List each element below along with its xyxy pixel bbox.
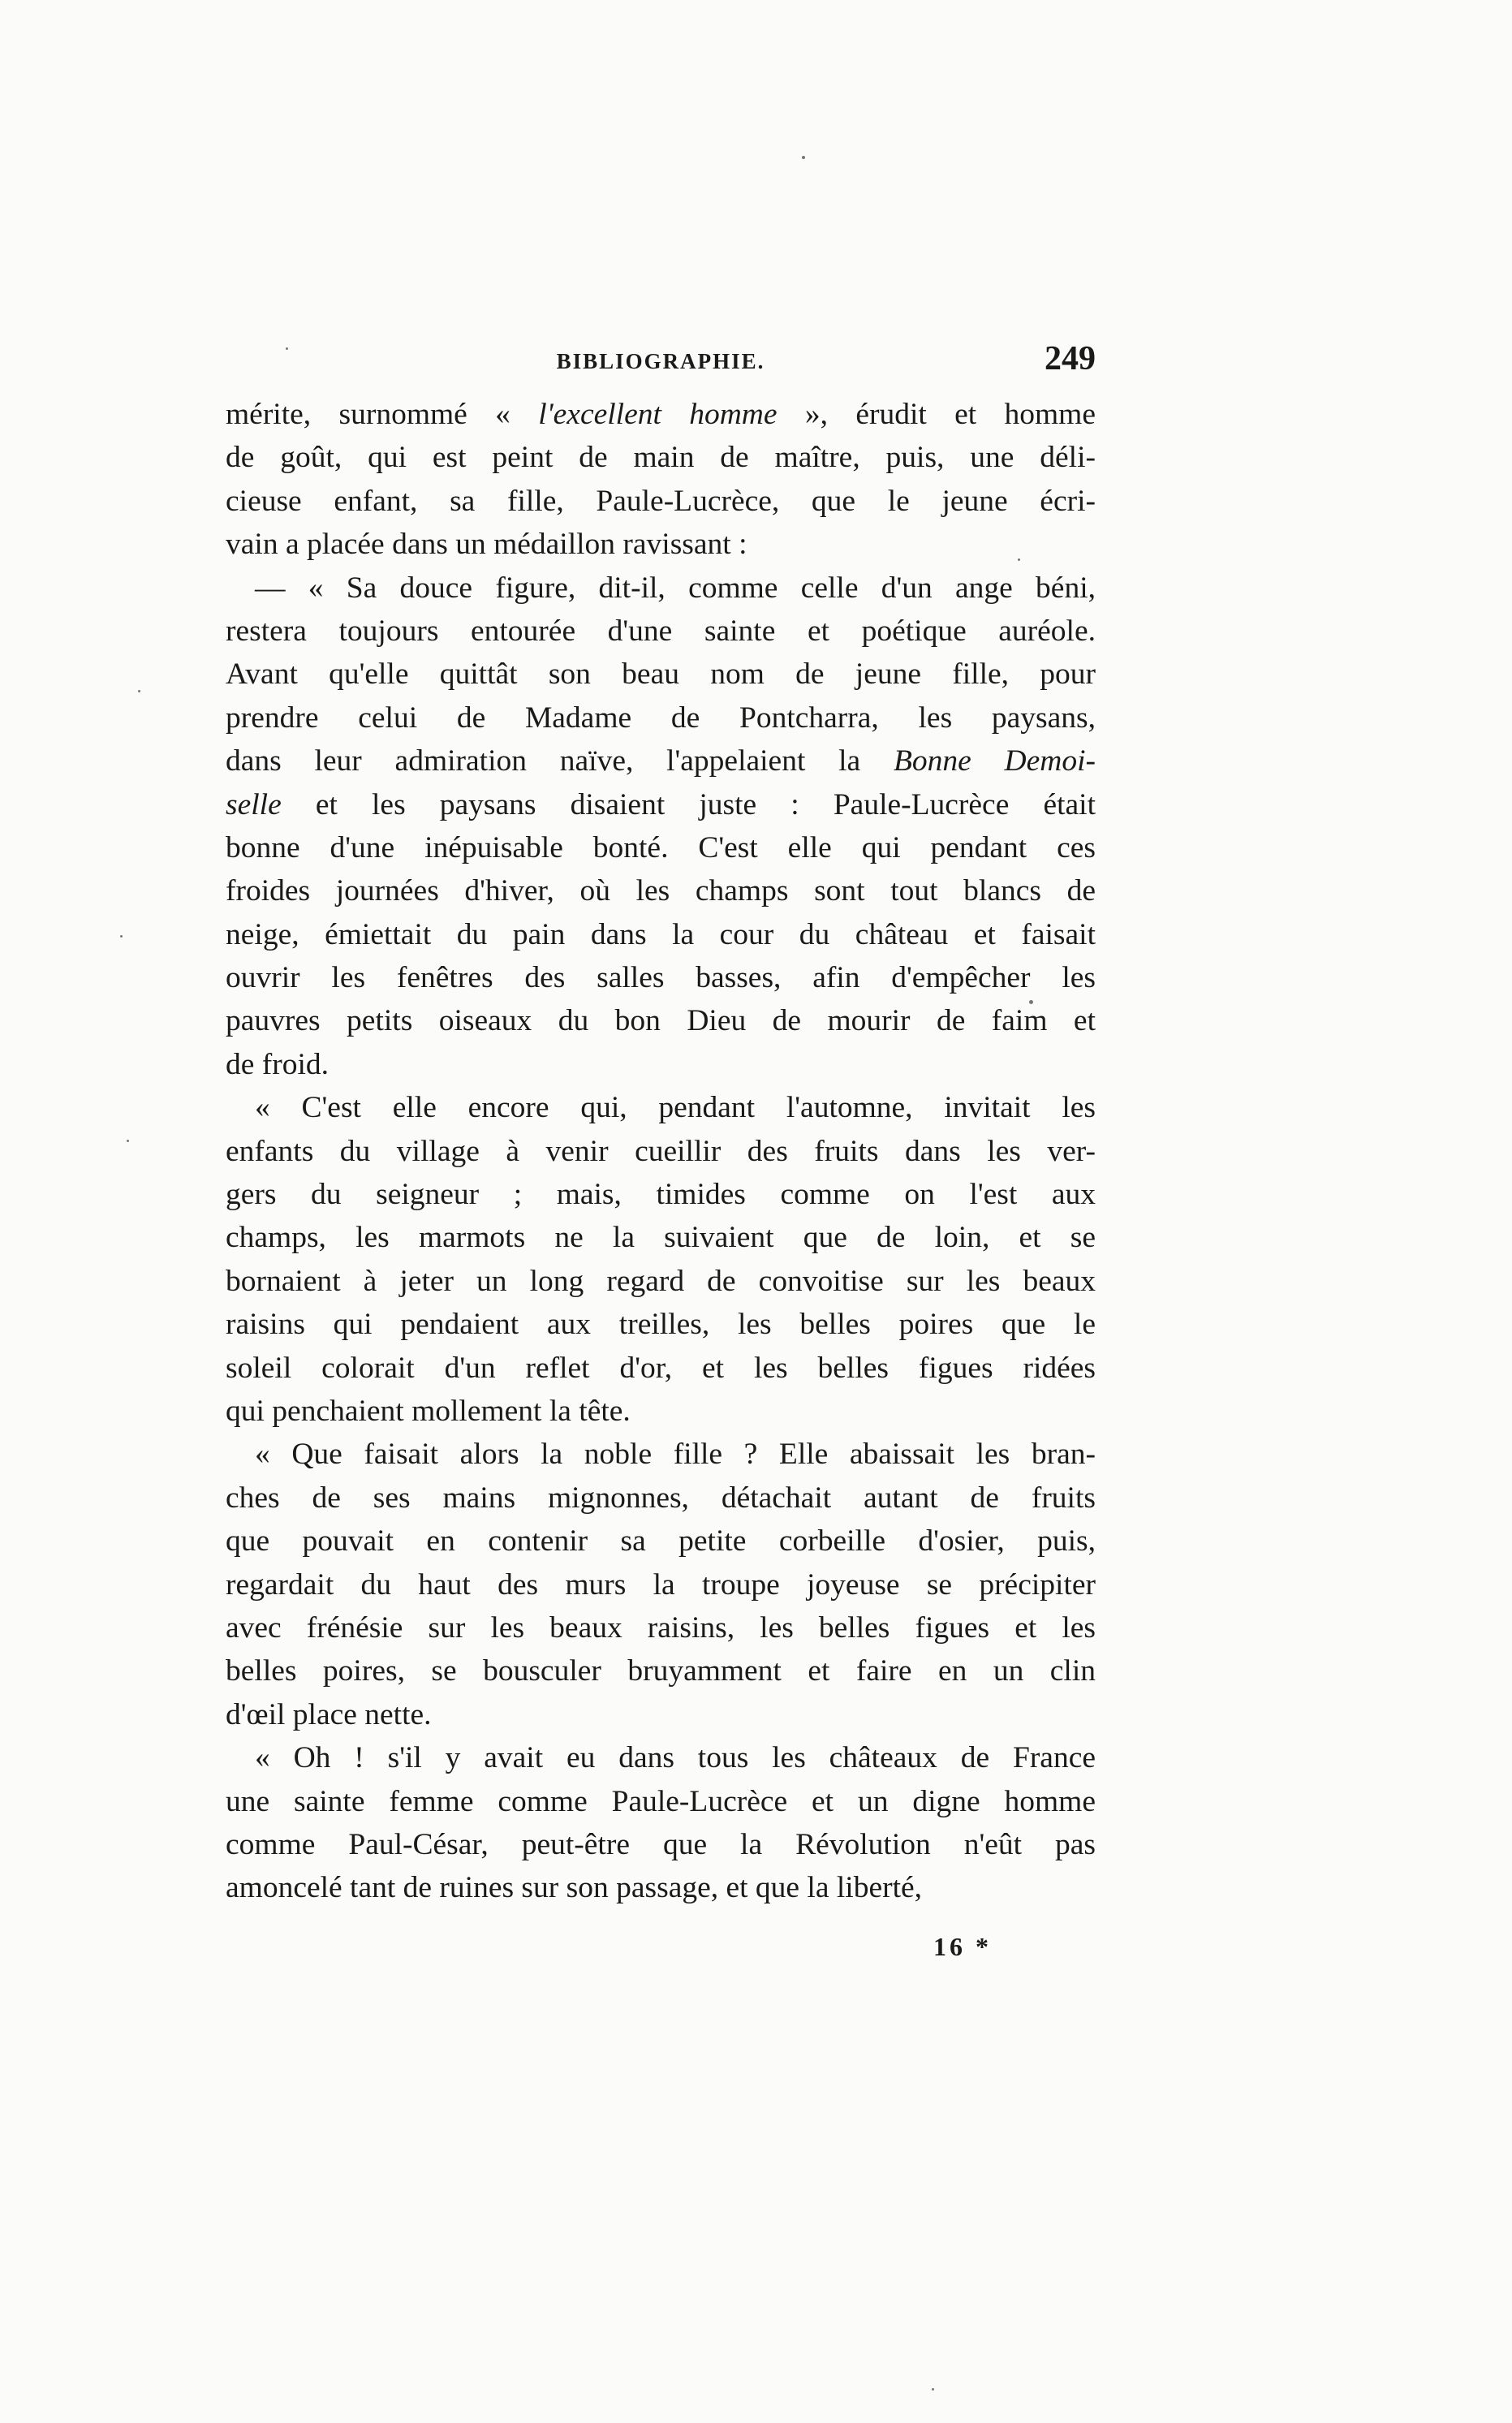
text-segment: bornaient à jeter un long regard de convoitise sur les beaux [226,1264,1096,1298]
paragraph [226,1736,1096,1910]
text-line [226,1390,1096,1433]
text-segment: cieuse enfant, sa fille, Paule-Lucrèce, que le jeune écri- [226,484,1096,518]
text-segment: dans leur admiration naïve, l'appelaient la [226,744,894,778]
text-line [226,1477,1096,1520]
page-header [226,339,1096,388]
text-line [226,480,1096,523]
text-segment: Avant qu'elle quittât son beau nom de jeune fille, pour [226,657,1096,692]
text-line [226,436,1096,479]
text-segment: d'œil place nette. [226,1697,432,1731]
text-segment: vain a placée dans un médaillon ravissant : [226,528,747,562]
italic-text: Bonne Demoi- [893,744,1096,778]
text-line [226,999,1096,1042]
text-line [226,913,1096,956]
text-segment: froides journées d'hiver, où les champs sont tout blancs de [226,874,1096,908]
italic-text: selle [226,787,282,821]
scan-speck [802,156,805,159]
text-line [226,1606,1096,1649]
text-line [226,739,1096,783]
text-line [226,393,1096,436]
text-line [226,1649,1096,1692]
text-line [226,1043,1096,1086]
text-segment: bonne d'une inépuisable bonté. C'est elle qui pendant ces [226,830,1096,864]
text-segment: et les paysans disaient juste : Paule-Lucrèce était [281,787,1096,821]
text-line [226,1736,1096,1779]
text-line [226,1216,1096,1259]
text-segment: soleil colorait d'un reflet d'or, et les belles figues ridées [226,1351,1096,1385]
page-number: 249 [1045,340,1096,377]
scan-speck [1029,1000,1033,1004]
paragraph [226,1086,1096,1433]
text-line [226,523,1096,566]
text-line [226,1780,1096,1823]
scan-speck [138,690,140,692]
text-line [226,1866,1096,1909]
text-line [226,783,1096,826]
text-line [226,1520,1096,1563]
text-segment: que pouvait en contenir sa petite corbeille d'osier, puis, [226,1524,1096,1559]
text-segment: raisins qui pendaient aux treilles, les belles poires que le [226,1308,1096,1342]
text-line [226,1173,1096,1216]
text-segment: restera toujours entourée d'une sainte et poétique auréole. [226,614,1096,648]
text-line [226,826,1096,869]
text-segment: champs, les marmots ne la suivaient que de loin, et se [226,1221,1096,1255]
text-segment: », érudit et homme [777,398,1096,431]
text-segment: regardait du haut des murs la troupe joyeuse se précipiter [226,1567,1096,1602]
paragraph [226,567,1096,1087]
scan-speck [120,935,123,938]
text-segment: enfants du village à venir cueillir des fruits dans les ver- [226,1134,1096,1168]
scan-speck [127,1140,129,1142]
text-segment: « Oh ! s'il y avait eu dans tous les châteaux de France [255,1741,1096,1775]
scan-speck [932,2388,934,2391]
text-segment: comme Paul-César, peut-être que la Révolution n'eût pas [226,1827,1096,1861]
text-line [226,696,1096,739]
text-line [226,1303,1096,1346]
text-line [226,1823,1096,1866]
text-segment: de froid. [226,1047,330,1081]
text-segment: avec frénésie sur les beaux raisins, les belles figues et les [226,1610,1096,1645]
text-segment: amoncelé tant de ruines sur son passage, et que la liberté, [226,1871,923,1905]
paragraph [226,393,1096,567]
text-segment: de goût, qui est peint de main de maître, puis, une déli- [226,441,1096,475]
body-text [226,393,1096,1910]
text-segment: — « Sa douce figure, dit-il, comme celle d'un ange béni, [255,571,1096,605]
text-line [226,1563,1096,1606]
text-segment: mérite, surnommé « [226,398,539,431]
text-line [226,610,1096,653]
paragraph [226,1433,1096,1736]
text-segment: « C'est elle encore qui, pendant l'automne, invitait les [255,1091,1096,1125]
text-segment: pauvres petits oiseaux du bon Dieu de mourir de faim et [226,1004,1096,1038]
text-segment: belles poires, se bousculer bruyamment et faire en un clin [226,1654,1096,1688]
scan-speck [1018,558,1020,561]
text-line [226,653,1096,696]
text-segment: ouvrir les fenêtres des salles basses, afin d'empêcher les [226,961,1096,995]
text-segment: neige, émiettait du pain dans la cour du château et faisait [226,917,1096,951]
text-segment: gers du seigneur ; mais, timides comme on l'est aux [226,1178,1096,1212]
italic-text: l'excellent homme [538,398,778,431]
signature-mark: 16 * [933,1932,992,1961]
text-segment: ches de ses mains mignonnes, détachait autant de fruits [226,1481,1096,1515]
text-segment: prendre celui de Madame de Pontcharra, les paysans, [226,701,1096,735]
text-segment: qui penchaient mollement la tête. [226,1394,631,1428]
scan-speck [286,347,288,350]
text-line [226,1130,1096,1173]
text-line [226,1433,1096,1476]
text-segment: « Que faisait alors la noble fille ? Elle abaissait les bran- [255,1438,1096,1472]
text-line [226,1347,1096,1390]
running-title: BIBLIOGRAPHIE. [556,349,765,373]
text-line [226,956,1096,999]
text-line [226,1086,1096,1129]
text-segment: une sainte femme comme Paule-Lucrèce et un digne homme [226,1784,1096,1818]
text-line [226,567,1096,610]
text-line [226,1693,1096,1736]
text-line [226,1260,1096,1303]
text-line [226,869,1096,912]
